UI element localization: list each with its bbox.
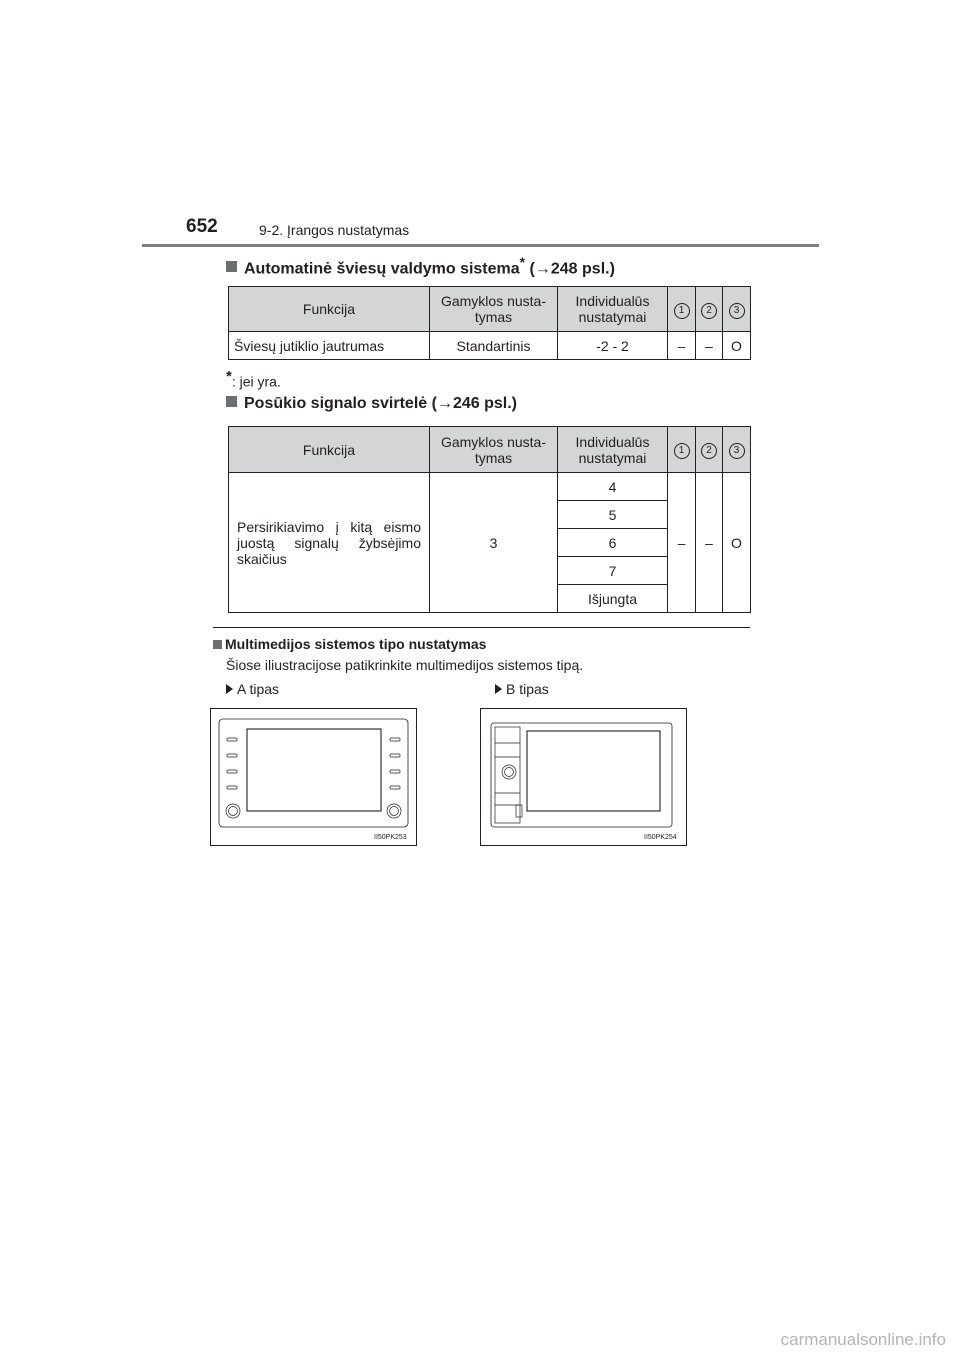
figure-code-b: II50PK254: [644, 834, 677, 841]
settings-table-turn-signal: [228, 426, 751, 613]
cell-option: 5: [558, 501, 668, 529]
header-function: Funkcija: [229, 287, 430, 332]
header-method-1: 1: [668, 287, 696, 332]
header-method-1: 1: [668, 427, 696, 473]
cell-option: 6: [558, 529, 668, 557]
cell-default: 3: [430, 473, 558, 613]
multimedia-unit-a-illustration: [211, 709, 416, 845]
section-heading-auto-lights: Automatinė šviesų valdymo sistema* (→248 psl.): [226, 254, 615, 278]
bullet-square-icon: [213, 640, 222, 649]
cell-method-1: –: [668, 332, 696, 360]
header-method-3: 3: [723, 287, 751, 332]
bullet-square-icon: [226, 396, 237, 407]
section-rule: [213, 627, 750, 628]
triangle-bullet-icon: [226, 684, 233, 694]
footnote: *: jei yra.: [226, 368, 281, 390]
header-rule: [142, 244, 819, 247]
header-custom: Individualūs nustatymai: [558, 287, 668, 332]
watermark: carmanualsonline.info: [780, 1330, 946, 1349]
cell-custom: -2 - 2: [558, 332, 668, 360]
cell-option: 7: [558, 557, 668, 585]
header-custom: Individualūs nustatymai: [558, 427, 668, 473]
table-row: [229, 332, 751, 360]
cell-method-1: –: [668, 473, 696, 613]
figure-type-b: [480, 708, 687, 846]
table-header-row: [229, 287, 751, 332]
table-header-row: [229, 427, 751, 473]
header-default: Gamyklos nusta-tymas: [430, 427, 558, 473]
cell-option: Išjungta: [558, 585, 668, 613]
triangle-bullet-icon: [495, 684, 502, 694]
cell-method-3: O: [723, 332, 751, 360]
header-method-3: 3: [723, 427, 751, 473]
cell-function: Persirikiavimo į kitą eismo juostą signalų žybsėjimo skaičius: [229, 473, 430, 613]
settings-table-auto-lights: [228, 286, 751, 360]
subsection-body: Šiose iliustracijose patikrinkite multimedijos sistemos tipą.: [226, 657, 584, 673]
header-method-2: 2: [696, 287, 723, 332]
header-function: Funkcija: [229, 427, 430, 473]
figure-type-a: [210, 708, 417, 846]
multimedia-unit-b-illustration: [481, 709, 686, 845]
section-heading-turn-signal: Posūkio signalo svirtelė (→246 psl.): [226, 395, 517, 413]
table-row: [229, 473, 751, 501]
bullet-square-icon: [226, 261, 237, 272]
cell-method-3: O: [723, 473, 751, 613]
header-method-2: 2: [696, 427, 723, 473]
subsection-title: Multimedijos sistemos tipo nustatymas: [213, 636, 486, 652]
figure-code-a: II50PK253: [374, 834, 407, 841]
cell-method-2: –: [696, 332, 723, 360]
cell-function: Šviesų jutiklio jautrumas: [229, 332, 430, 360]
page-number: 652: [186, 216, 218, 237]
type-a-label: A tipas: [226, 681, 279, 697]
header-default: Gamyklos nusta-tymas: [430, 287, 558, 332]
section-header: 9-2. Įrangos nustatymas: [259, 222, 410, 238]
cell-method-2: –: [696, 473, 723, 613]
type-b-label: B tipas: [495, 681, 549, 697]
cell-default: Standartinis: [430, 332, 558, 360]
cell-option: 4: [558, 473, 668, 501]
